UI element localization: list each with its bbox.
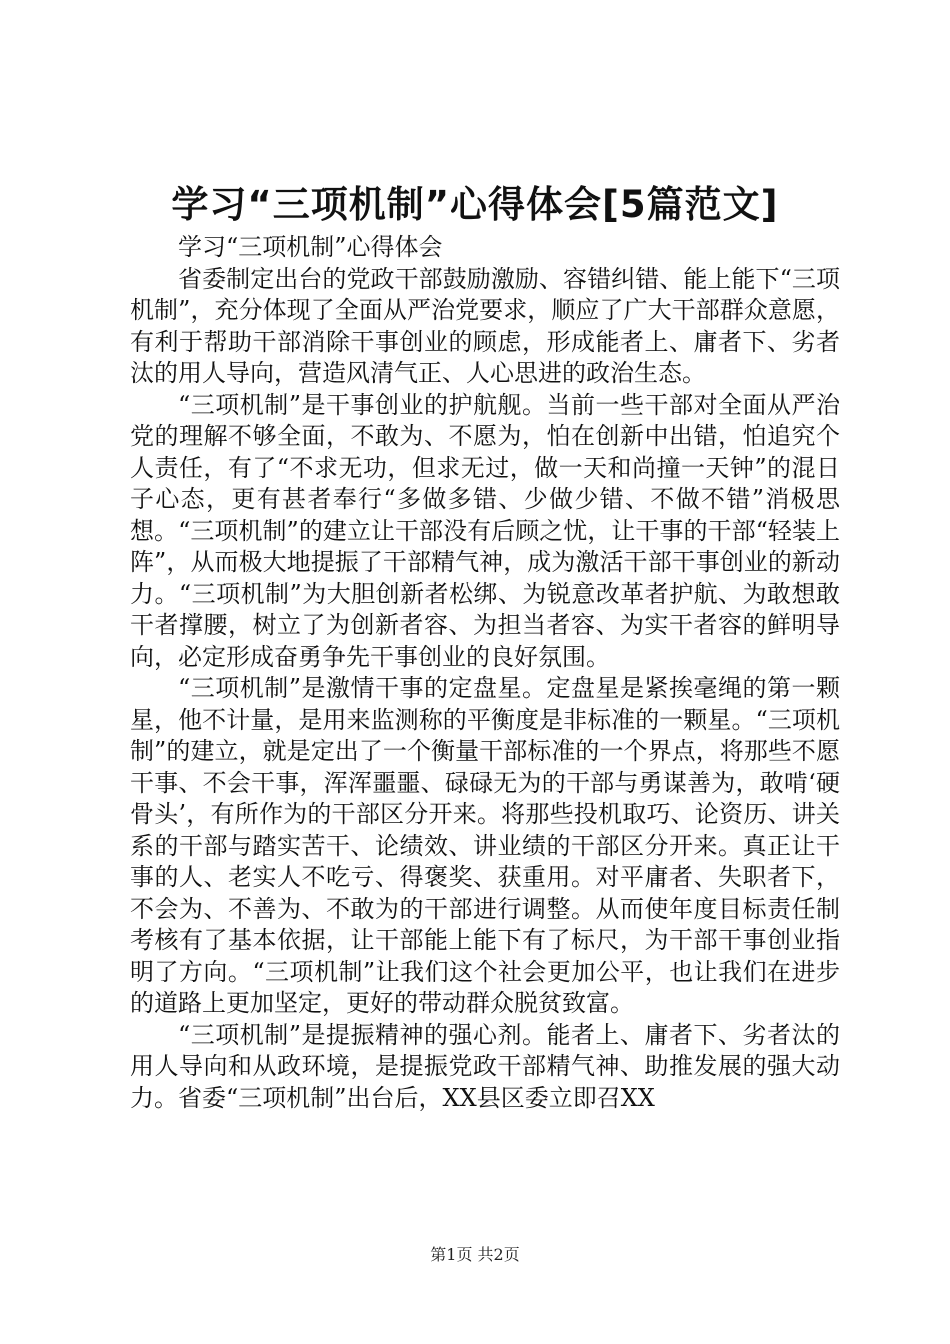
page-footer: 第1页 共2页: [430, 1245, 520, 1264]
paragraph-4: “三项机制”是提振精神的强心剂。能者上、庸者下、劣者汰的用人导向和从政环境，是提振党政干部精气神、助推发展的强大动力。省委“三项机制”出台后，XX县区委立即召XX: [130, 1020, 840, 1112]
document-body: [130, 232, 840, 1114]
paragraph-2: “三项机制”是干事创业的护航舰。当前一些干部对全面从严治党的理解不够全面，不敢为、不愿为，怕在创新中出错，怕追究个人责任，有了“不求无功，但求无过，做一天和尚撞一天钟”的混日子心态，更有甚者奉行“多做多错、少做少错、不做不错”消极思想。“三项机制”的建立让干部没有后顾之忧，让干事的干部“轻装上阵”，从而极大地提振了干部精气神，成为激活干部干事创业的新动力。“三项机制”为大胆创新者松绑、为锐意改革者护航、为敢想敢干者撑腰，树立了为创新者容、为担当者容、为实干者容的鲜明导向，必定形成奋勇争先干事创业的良好氛围。: [130, 390, 840, 671]
paragraph-3: “三项机制”是激情干事的定盘星。定盘星是紧挨毫绳的第一颗星，他不计量，是用来监测称的平衡度是非标准的一颗星。“三项机制”的建立，就是定出了一个衡量干部标准的一个界点，将那些不愿干事、不会干事，浑浑噩噩、碌碌无为的干部与勇谋善为，敢啃‘硬骨头’，有所作为的干部区分开来。将那些投机取巧、论资历、讲关系的干部与踏实苦干、论绩效、讲业绩的干部区分开来。真正让干事的人、老实人不吃亏、得褒奖、获重用。对平庸者、失职者下，不会为、不善为、不敢为的干部进行调整。从而使年度目标责任制考核有了基本依据，让干部能上能下有了标尺，为干部干事创业指明了方向。“三项机制”让我们这个社会更加公平，也让我们在进步的道路上更加坚定，更好的带动群众脱贫致富。: [130, 674, 840, 1017]
subheading: 学习“三项机制”心得体会: [178, 233, 443, 261]
paragraph-1: 省委制定出台的党政干部鼓励激励、容错纠错、能上能下“三项机制”，充分体现了全面从严治党要求，顺应了广大干部群众意愿，有利于帮助干部消除干事创业的顾虑，形成能者上、庸者下、劣者汰的用人导向，营造风清气正、人心思进的政治生态。: [130, 264, 840, 387]
document-title: 学习“三项机制”心得体会[5篇范文]: [171, 183, 779, 226]
